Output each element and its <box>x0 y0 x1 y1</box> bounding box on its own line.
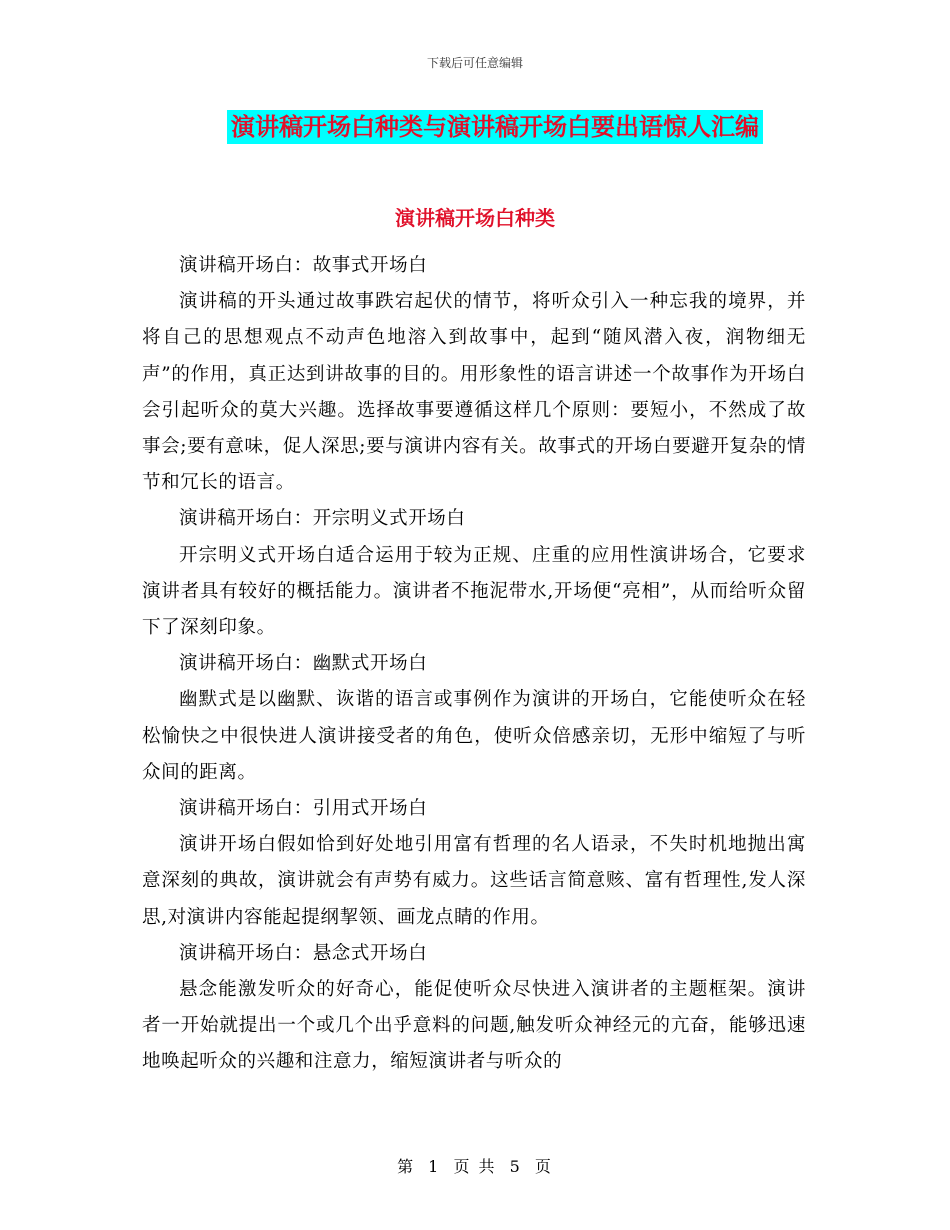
footer-suffix: 页 <box>534 1157 553 1176</box>
footer-middle: 页 共 <box>453 1157 497 1176</box>
header-note: 下载后可任意编辑 <box>426 56 523 70</box>
footer-prefix: 第 <box>397 1157 416 1176</box>
paragraph-suspense: 悬念能激发听众的好奇心，能促使听众尽快进入演讲者的主题框架。演讲者一开始就提出一个或几个出乎意料的问题,触发听众神经元的亢奋，能够迅速地唤起听众的兴趣和注意力，缩短演讲者与听众的 <box>142 979 806 1073</box>
paragraph-story: 演讲稿的开头通过故事跌宕起伏的情节，将听众引入一种忘我的境界，并将自己的思想观点不动声色地溶入到故事中，起到“随风潜入夜，润物细无声”的作用，真正达到讲故事的目的。用形象性的语言讲述一个故事作为开场白会引起听众的莫大兴趣。选择故事要遵循这样几个原则：要短小，不然成了故事会;要有意味，促人深思;要与演讲内容有关。故事式的开场白要避开复杂的情节和冗长的语言。 <box>142 291 806 494</box>
footer-total-pages: 5 <box>509 1157 522 1176</box>
document-body <box>142 248 806 1081</box>
paragraph-quote: 演讲开场白假如恰到好处地引用富有哲理的名人语录，不失时机地抛出寓意深刻的典故，演讲就会有声势有威力。这些话言简意赅、富有哲理性,发人深思,对演讲内容能起提纲挈领、画龙点睛的作用。 <box>142 834 806 928</box>
paragraph-direct: 开宗明义式开场白适合运用于较为正规、庄重的应用性演讲场合，它要求演讲者具有较好的概括能力。演讲者不拖泥带水,开场便“亮相”，从而给听众留下了深刻印象。 <box>142 544 806 639</box>
document-title: 演讲稿开场白种类与演讲稿开场白要出语惊人汇编 <box>227 110 763 144</box>
footer-page-number: 1 <box>428 1157 441 1176</box>
subheading-humor: 演讲稿开场白：幽默式开场白 <box>179 653 428 675</box>
document-title-container <box>0 110 950 146</box>
subheading-direct: 演讲稿开场白：开宗明义式开场白 <box>179 508 466 530</box>
section-title: 演讲稿开场白种类 <box>395 206 555 230</box>
paragraph-humor: 幽默式是以幽默、诙谐的语言或事例作为演讲的开场白，它能使听众在轻松愉快之中很快进人演讲接受者的角色，使听众倍感亲切，无形中缩短了与听众间的距离。 <box>142 689 806 783</box>
subheading-suspense: 演讲稿开场白：悬念式开场白 <box>179 942 428 964</box>
subheading-story: 演讲稿开场白：故事式开场白 <box>179 255 428 276</box>
subheading-quote: 演讲稿开场白：引用式开场白 <box>179 798 428 820</box>
page-footer <box>0 1154 950 1177</box>
